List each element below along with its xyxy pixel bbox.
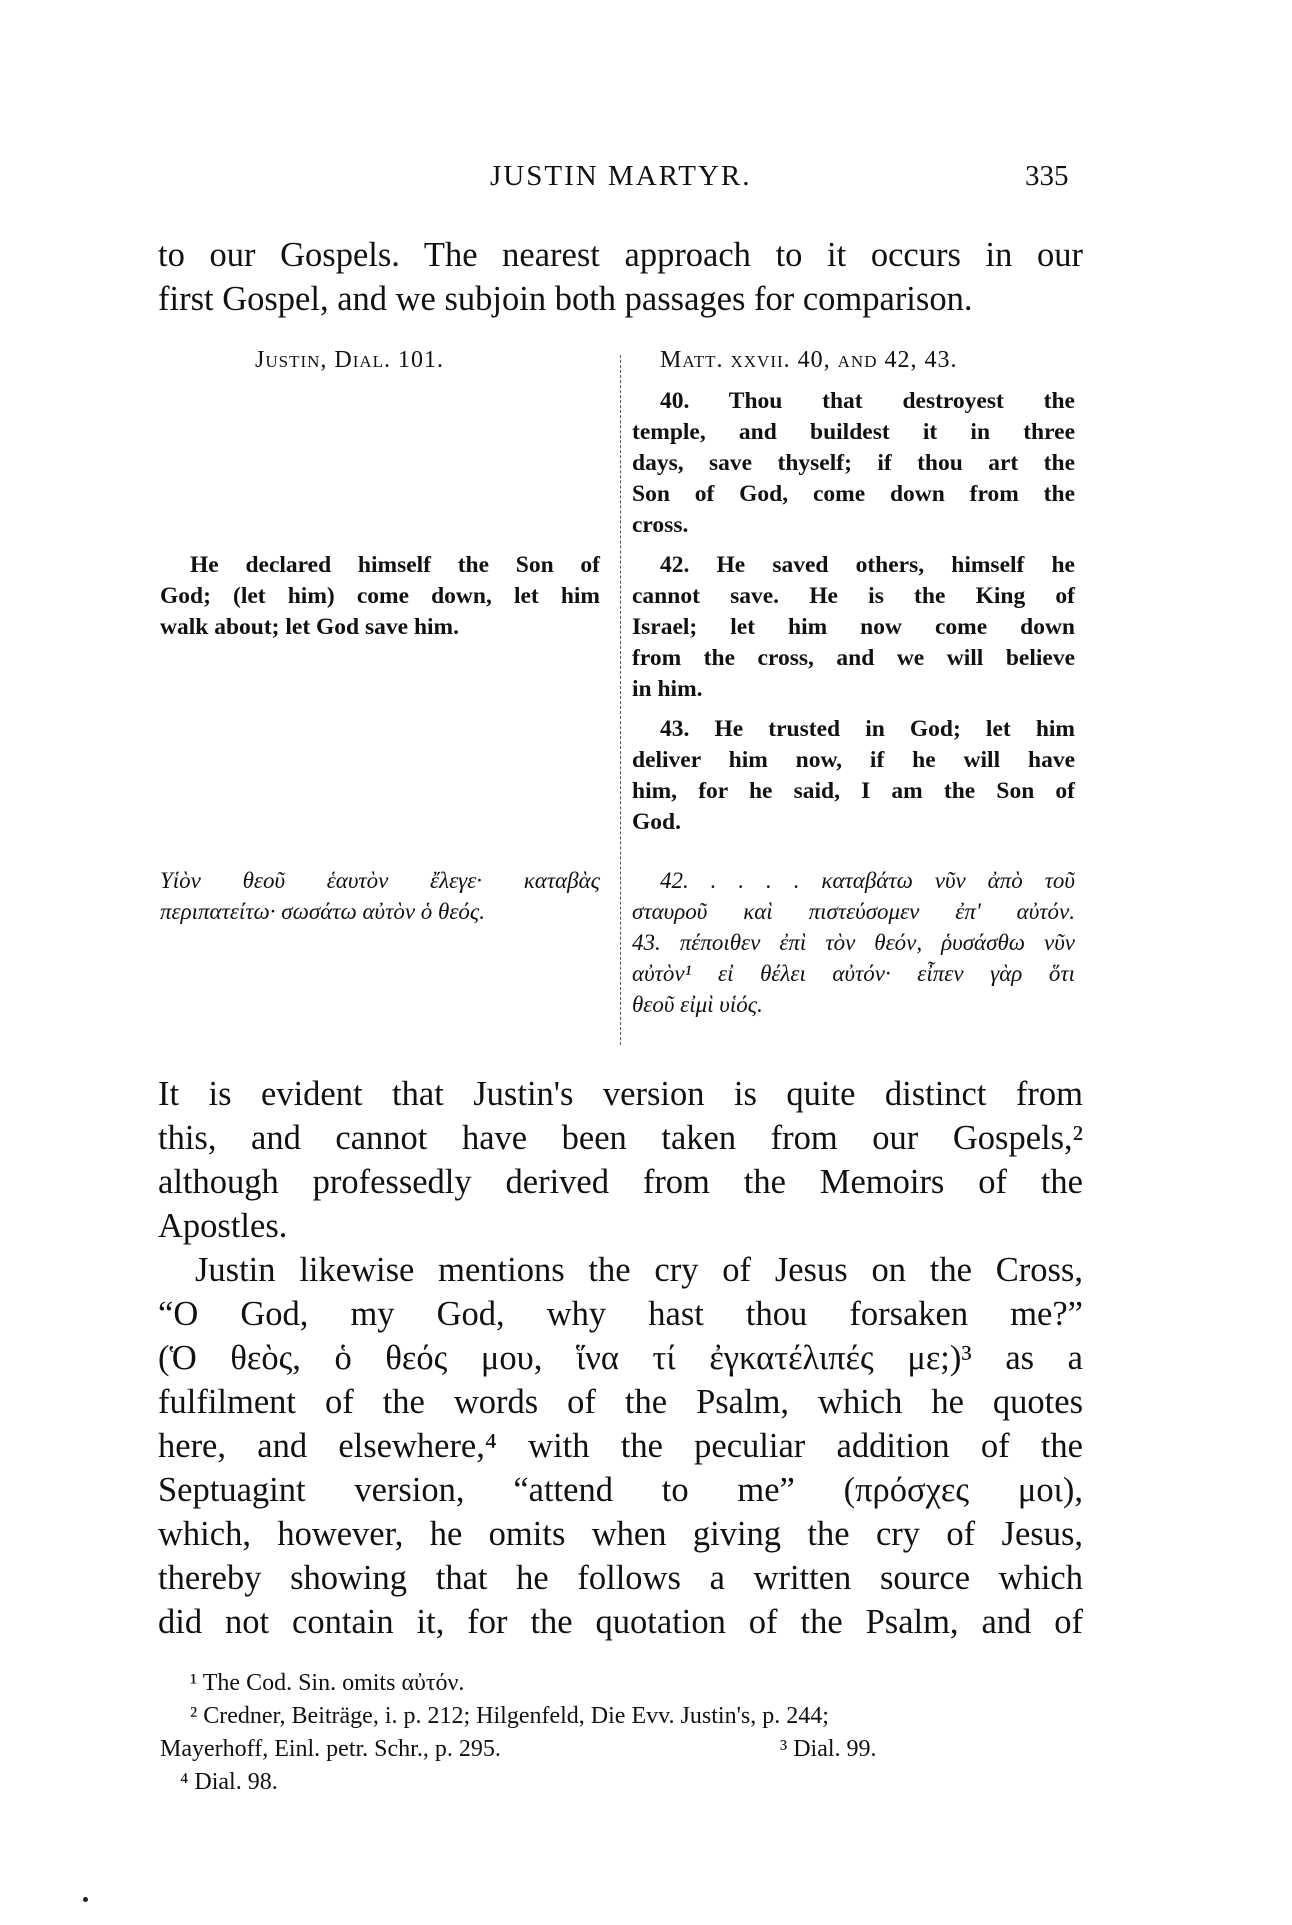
right-greek-line: 42. . . . . καταβάτω νῦν ἀπὸ τοῦ bbox=[660, 868, 1075, 893]
body-line: here, and elsewhere,⁴ with the peculiar addition of the bbox=[158, 1427, 1083, 1465]
footnote-2: ² Credner, Beiträge, i. p. 212; Hilgenfeld, Die Evv. Justin's, p. 244; bbox=[190, 1703, 829, 1729]
body-line: “O God, my God, why hast thou forsaken me?” bbox=[158, 1295, 1083, 1333]
right-greek-line: 43. πέποιθεν ἐπὶ τὸν θεόν, ῥυσάσθω νῦν bbox=[632, 930, 1075, 955]
right-english-line: temple, and buildest it in three bbox=[632, 419, 1075, 445]
right-english-line: cross. bbox=[632, 512, 689, 538]
right-english-line: Israel; let him now come down bbox=[632, 614, 1075, 640]
body-line: Septuagint version, “attend to me” (πρόσχες μοι), bbox=[158, 1471, 1083, 1509]
page-number: 335 bbox=[1025, 160, 1069, 192]
right-greek-line: θεοῦ εἰμὶ υἱός. bbox=[632, 992, 763, 1017]
page-header bbox=[0, 160, 1292, 200]
body-line: Justin likewise mentions the cry of Jesus on the Cross, bbox=[195, 1251, 1083, 1289]
column-divider bbox=[620, 355, 621, 1045]
footnote-3: ³ Dial. 99. bbox=[780, 1736, 877, 1762]
left-english-line: walk about; let God save him. bbox=[160, 614, 459, 640]
right-english-line: Son of God, come down from the bbox=[632, 481, 1075, 507]
body-line: (Ὁ θεὸς, ὁ θεός μου, ἵνα τί ἐγκατέλιπές με;)³ as a bbox=[158, 1339, 1083, 1377]
right-english-line: 43. He trusted in God; let him bbox=[660, 716, 1075, 742]
intro-line: to our Gospels. The nearest approach to it occurs in our bbox=[158, 236, 1083, 274]
right-greek-line: αὐτὸν¹ εἰ θέλει αὐτόν· εἶπεν γὰρ ὅτι bbox=[632, 961, 1075, 986]
left-greek-line: περιπατείτω· σωσάτω αὐτὸν ὁ θεός. bbox=[160, 899, 485, 924]
right-column-title: Matt. xxvii. 40, and 42, 43. bbox=[660, 347, 958, 373]
running-title: JUSTIN MARTYR. bbox=[490, 160, 752, 192]
stray-mark bbox=[83, 1897, 88, 1902]
right-english-line: 42. He saved others, himself he bbox=[660, 552, 1075, 578]
left-english-line: He declared himself the Son of bbox=[190, 552, 600, 578]
footnote-1: ¹ The Cod. Sin. omits αὐτόν. bbox=[190, 1670, 465, 1696]
right-english-line: deliver him now, if he will have bbox=[632, 747, 1075, 773]
right-english-line: 40. Thou that destroyest the bbox=[660, 388, 1075, 414]
intro-line: first Gospel, and we subjoin both passages for comparison. bbox=[158, 280, 973, 318]
body-line: fulfilment of the words of the Psalm, which he quotes bbox=[158, 1383, 1083, 1421]
body-line: did not contain it, for the quotation of the Psalm, and of bbox=[158, 1603, 1083, 1641]
footnote-4: ⁴ Dial. 98. bbox=[180, 1769, 278, 1795]
right-english-line: from the cross, and we will believe bbox=[632, 645, 1075, 671]
right-greek-line: σταυροῦ καὶ πιστεύσομεν ἐπ' αὐτόν. bbox=[632, 899, 1075, 924]
right-english-line: him, for he said, I am the Son of bbox=[632, 778, 1075, 804]
body-line: It is evident that Justin's version is quite distinct from bbox=[158, 1075, 1083, 1113]
body-line: which, however, he omits when giving the cry of Jesus, bbox=[158, 1515, 1083, 1553]
left-english-line: God; (let him) come down, let him bbox=[160, 583, 600, 609]
right-english-line: days, save thyself; if thou art the bbox=[632, 450, 1075, 476]
body-line: this, and cannot have been taken from our Gospels,² bbox=[158, 1119, 1083, 1157]
left-column-title: Justin, Dial. 101. bbox=[255, 347, 445, 373]
body-line: although professedly derived from the Memoirs of the bbox=[158, 1163, 1083, 1201]
body-line: Apostles. bbox=[158, 1207, 288, 1245]
right-english-line: in him. bbox=[632, 676, 703, 702]
body-line: thereby showing that he follows a written source which bbox=[158, 1559, 1083, 1597]
right-english-line: God. bbox=[632, 809, 681, 835]
left-greek-line: Υἱὸν θεοῦ ἑαυτὸν ἔλεγε· καταβὰς bbox=[160, 868, 600, 893]
footnote-2-continued: Mayerhoff, Einl. petr. Schr., p. 295. bbox=[160, 1736, 501, 1762]
right-english-line: cannot save. He is the King of bbox=[632, 583, 1075, 609]
